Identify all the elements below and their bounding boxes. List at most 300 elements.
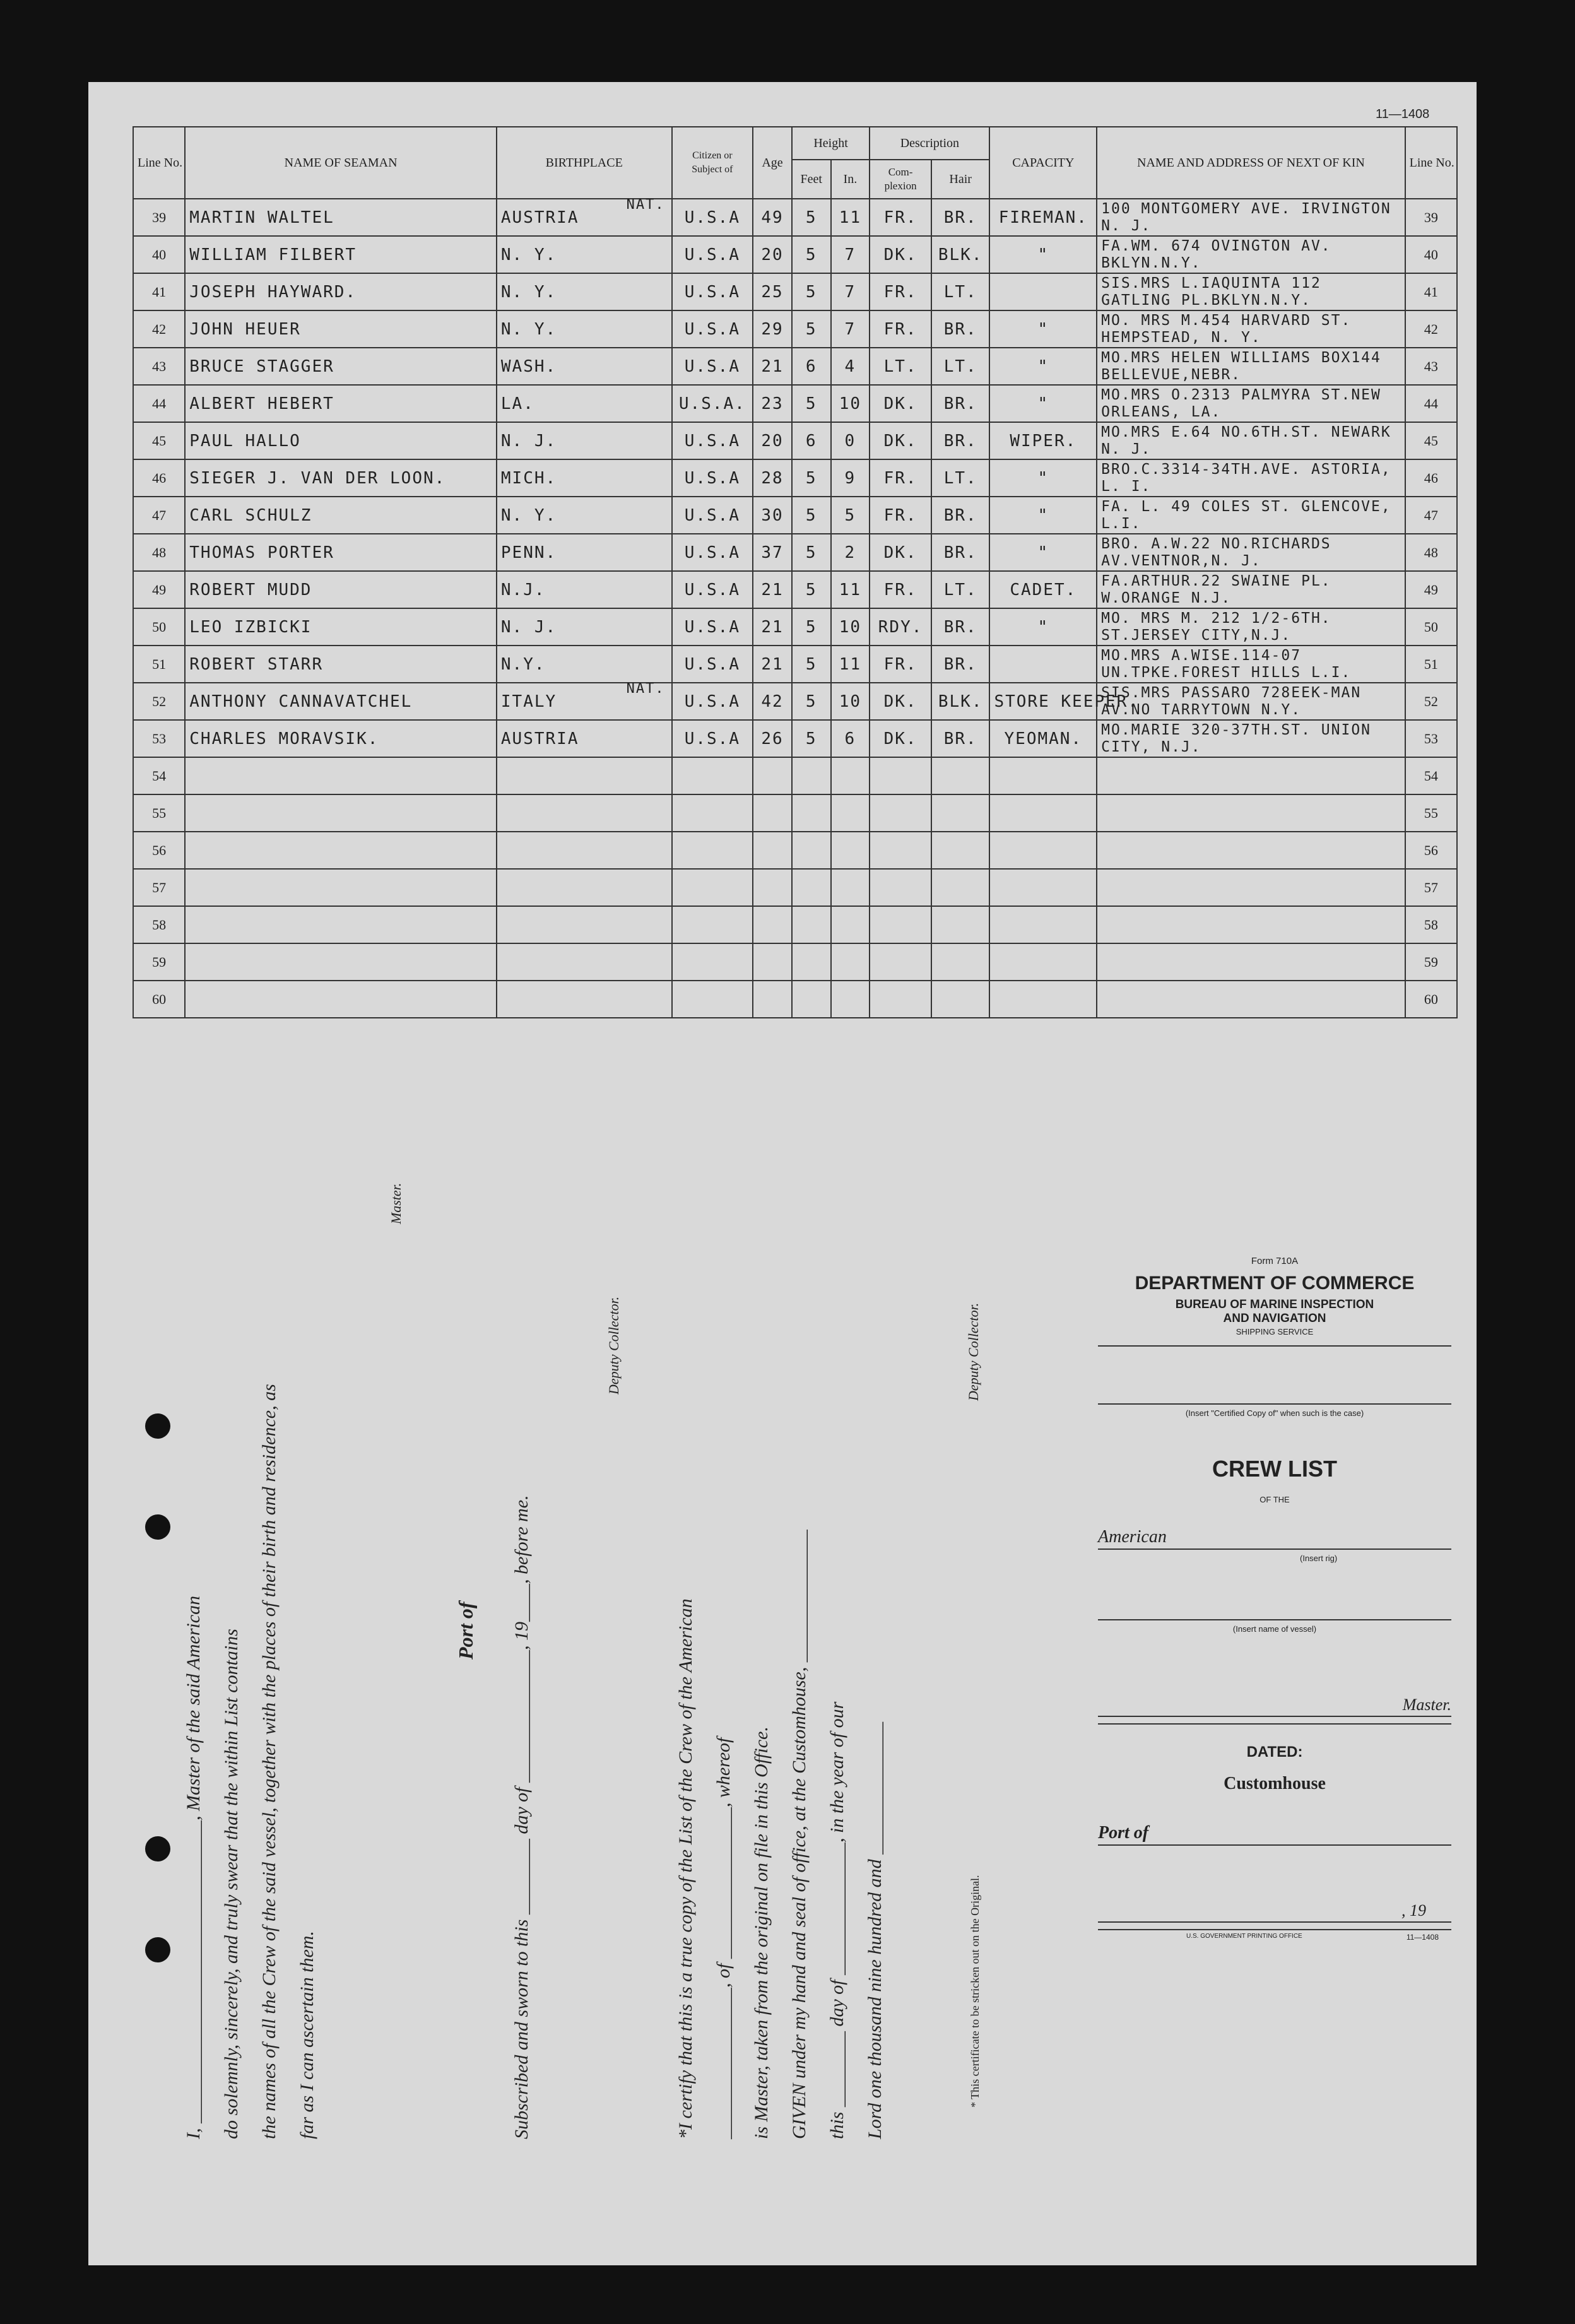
height-feet-text: 5 <box>805 692 817 711</box>
empty-cell <box>672 943 753 981</box>
hair-text: LT. <box>943 580 977 599</box>
next-of-kin <box>1097 273 1405 310</box>
height-feet-text: 5 <box>805 282 817 302</box>
empty-cell <box>792 832 831 869</box>
binder-hole <box>145 1413 170 1439</box>
height-feet-text: 5 <box>805 208 817 227</box>
next-of-kin-text: FA.WM. 674 OVINGTON AV. BKLYN.N.Y. <box>1101 237 1331 271</box>
age <box>753 608 792 646</box>
birthplace <box>497 720 672 757</box>
birthplace-text: N. Y. <box>500 319 557 339</box>
table-row <box>133 832 1457 869</box>
next-of-kin-text: MO. MRS M. 212 1/2-6TH. ST.JERSEY CITY,N.J. <box>1101 610 1331 644</box>
seaman-name-text: JOSEPH HAYWARD. <box>189 282 357 302</box>
age <box>753 385 792 422</box>
master-label: Master. <box>1402 1696 1451 1714</box>
age <box>753 459 792 497</box>
complexion <box>870 497 931 534</box>
row-line-no-text: 43 <box>152 358 167 374</box>
header-birthplace: BIRTHPLACE <box>497 127 672 199</box>
table-row <box>133 348 1457 385</box>
empty-cell <box>989 869 1097 906</box>
citizen-text: U.S.A <box>684 543 740 562</box>
age <box>753 646 792 683</box>
certify-footnote: * This certificate to be stricken out on the Original. <box>969 1875 981 2108</box>
next-of-kin <box>1097 348 1405 385</box>
row-line-no <box>133 273 185 310</box>
complexion-text: DK. <box>883 245 917 264</box>
empty-cell <box>792 906 831 943</box>
row-line-no: 54 <box>133 757 185 794</box>
header-citizen: Citizen or Subject of <box>672 127 753 199</box>
naturalized-mark: NAT. <box>626 681 665 697</box>
birthplace <box>497 459 672 497</box>
complexion <box>870 534 931 571</box>
vessel-name-field <box>1098 1594 1451 1620</box>
row-line-no <box>133 497 185 534</box>
row-line-no-right <box>1405 422 1457 459</box>
capacity-text: YEOMAN. <box>1004 729 1083 748</box>
table-row <box>133 459 1457 497</box>
hair-text: LT. <box>943 282 977 302</box>
next-of-kin <box>1097 310 1405 348</box>
empty-cell <box>753 794 792 832</box>
row-line-no-right: 58 <box>1405 906 1457 943</box>
empty-cell <box>931 906 990 943</box>
birthplace <box>497 199 672 236</box>
height-inches-text: 11 <box>839 654 862 674</box>
height-inches <box>831 273 870 310</box>
row-line-no-right-text: 42 <box>1424 321 1438 337</box>
height-inches <box>831 683 870 720</box>
table-row <box>133 385 1457 422</box>
complexion <box>870 571 931 608</box>
empty-cell <box>931 794 990 832</box>
row-line-no-right: 57 <box>1405 869 1457 906</box>
citizen <box>672 720 753 757</box>
hair-text: BR. <box>943 543 977 562</box>
height-feet <box>792 720 831 757</box>
capacity-text: CADET. <box>1010 580 1077 599</box>
hair <box>931 571 990 608</box>
table-row <box>133 534 1457 571</box>
row-line-no-text: 50 <box>152 618 167 635</box>
table-row <box>133 422 1457 459</box>
capacity <box>989 273 1097 310</box>
citizen <box>672 273 753 310</box>
height-inches <box>831 720 870 757</box>
complexion <box>870 646 931 683</box>
age <box>753 273 792 310</box>
row-line-no-right <box>1405 273 1457 310</box>
empty-cell <box>497 757 672 794</box>
height-inches <box>831 571 870 608</box>
empty-cell <box>831 869 870 906</box>
capacity-text: STORE KEEPER. <box>994 692 1139 711</box>
capacity <box>989 497 1097 534</box>
age-text: 21 <box>761 580 784 599</box>
birthplace-text: N.J. <box>500 580 546 599</box>
row-line-no <box>133 310 185 348</box>
height-inches <box>831 310 870 348</box>
seaman-name <box>185 199 497 236</box>
row-line-no-text: 39 <box>152 209 167 225</box>
capacity-text: " <box>1037 617 1049 637</box>
capacity <box>989 683 1139 720</box>
citizen-text: U.S.A <box>684 580 740 599</box>
hair-text: BR. <box>943 654 977 674</box>
hair-text: BR. <box>943 431 977 451</box>
seaman-name <box>185 348 497 385</box>
seaman-name-text: ROBERT STARR <box>189 654 324 674</box>
height-inches-text: 7 <box>844 282 856 302</box>
crew-table <box>133 126 1458 1018</box>
certify-line-3: is Master, taken from the original on file in this Office. <box>751 1726 772 2139</box>
header-age: Age <box>753 127 792 199</box>
hair <box>931 385 990 422</box>
capacity-text: " <box>1037 245 1049 264</box>
crew-table-body <box>133 199 1457 1018</box>
row-line-no <box>133 646 185 683</box>
row-line-no-text: 44 <box>152 395 167 411</box>
next-of-kin-text: FA. L. 49 COLES ST. GLENCOVE, L.I. <box>1101 498 1391 532</box>
capacity <box>989 534 1097 571</box>
height-feet-text: 6 <box>805 431 817 451</box>
certify-line-4: GIVEN under my hand and seal of office, at the Customhouse, ______________ <box>789 1530 810 2139</box>
age-text: 49 <box>761 208 784 227</box>
birthplace <box>497 646 672 683</box>
birthplace <box>497 348 672 385</box>
row-line-no-right <box>1405 348 1457 385</box>
complexion <box>870 720 931 757</box>
header-feet: Feet <box>792 160 831 199</box>
row-line-no-text: 53 <box>152 730 167 746</box>
height-feet <box>792 385 831 422</box>
birthplace-text: LA. <box>500 394 534 413</box>
hair <box>931 720 990 757</box>
age <box>753 199 792 236</box>
row-line-no-right-text: 41 <box>1424 283 1438 300</box>
complexion <box>870 385 931 422</box>
table-row <box>133 571 1457 608</box>
row-line-no-right-text: 51 <box>1424 656 1438 672</box>
empty-cell <box>792 869 831 906</box>
citizen <box>672 497 753 534</box>
next-of-kin-text: BRO.C.3314-34TH.AVE. ASTORIA, L. I. <box>1101 461 1391 495</box>
citizen <box>672 236 753 273</box>
seaman-name-text: CARL SCHULZ <box>189 505 312 525</box>
empty-cell <box>497 869 672 906</box>
complexion <box>870 348 931 385</box>
height-feet-text: 5 <box>805 468 817 488</box>
next-of-kin-text: SIS.MRS PASSARO 728EEK-MAN AV.NO TARRYTOWN N.Y. <box>1101 684 1362 718</box>
row-line-no-text: 45 <box>152 432 167 449</box>
next-of-kin-text: MO. MRS M.454 HARVARD ST. HEMPSTEAD, N. Y. <box>1101 312 1352 346</box>
citizen-text: U.S.A <box>684 319 740 339</box>
row-line-no-text: 47 <box>152 507 167 523</box>
age <box>753 348 792 385</box>
seaman-name <box>185 720 497 757</box>
height-feet-text: 5 <box>805 617 817 637</box>
next-of-kin <box>1097 497 1405 534</box>
cover-form-code: 11—1408 <box>1406 1933 1439 1942</box>
birthplace <box>497 497 672 534</box>
header-description: Description <box>870 127 989 160</box>
age-text: 42 <box>761 692 784 711</box>
oath-master-label: Master. <box>388 1183 404 1224</box>
capacity <box>989 310 1097 348</box>
height-inches <box>831 348 870 385</box>
age-text: 21 <box>761 654 784 674</box>
empty-cell <box>185 869 497 906</box>
row-line-no-right <box>1405 720 1457 757</box>
seaman-name-text: JOHN HEUER <box>189 319 301 339</box>
row-line-no-right <box>1405 683 1457 720</box>
crew-list-title: CREW LIST <box>1212 1456 1337 1482</box>
insert-rig-hint: (Insert rig) <box>1300 1554 1338 1563</box>
row-line-no <box>133 348 185 385</box>
table-row <box>133 757 1457 794</box>
table-row <box>133 981 1457 1018</box>
height-inches-text: 11 <box>839 208 862 227</box>
age <box>753 720 792 757</box>
empty-cell <box>185 757 497 794</box>
hair-text: LT. <box>943 468 977 488</box>
row-line-no-right: 59 <box>1405 943 1457 981</box>
complexion <box>870 459 931 497</box>
empty-cell <box>931 943 990 981</box>
birthplace-text: N. Y. <box>500 282 557 302</box>
next-of-kin <box>1097 385 1405 422</box>
next-of-kin <box>1097 199 1405 236</box>
complexion-text: FR. <box>883 468 917 488</box>
citizen-text: U.S.A <box>684 431 740 451</box>
seaman-name-text: THOMAS PORTER <box>189 543 334 562</box>
next-of-kin-text: FA.ARTHUR.22 SWAINE PL. W.ORANGE N.J. <box>1101 572 1331 606</box>
birthplace <box>497 608 672 646</box>
hair <box>931 683 990 720</box>
height-feet-text: 5 <box>805 394 817 413</box>
complexion-text: LT. <box>883 357 917 376</box>
complexion-text: FR. <box>883 319 917 339</box>
empty-cell <box>185 981 497 1018</box>
height-inches <box>831 534 870 571</box>
capacity <box>989 236 1097 273</box>
height-feet <box>792 646 831 683</box>
row-line-no-text: 40 <box>152 246 167 262</box>
age <box>753 571 792 608</box>
birthplace-text: N.Y. <box>500 654 546 674</box>
empty-cell <box>831 906 870 943</box>
seaman-name <box>185 608 497 646</box>
age-text: 23 <box>761 394 784 413</box>
row-line-no-right-text: 44 <box>1424 395 1438 411</box>
next-of-kin-text: MO.MRS O.2313 PALMYRA ST.NEW ORLEANS, LA. <box>1101 386 1381 420</box>
citizen <box>672 199 753 236</box>
height-inches <box>831 497 870 534</box>
citizen-text: U.S.A. <box>678 394 746 413</box>
table-row <box>133 199 1457 236</box>
table-row <box>133 906 1457 943</box>
row-line-no-right-text: 43 <box>1424 358 1438 374</box>
empty-cell <box>989 832 1097 869</box>
bureau-line-2: AND NAVIGATION <box>1223 1312 1326 1325</box>
height-feet-text: 5 <box>805 505 817 525</box>
citizen <box>672 348 753 385</box>
naturalized-mark: NAT. <box>626 197 665 213</box>
hair-text: BR. <box>943 319 977 339</box>
hair-text: BLK. <box>938 692 983 711</box>
empty-cell <box>753 757 792 794</box>
next-of-kin <box>1097 720 1405 757</box>
height-feet <box>792 683 831 720</box>
seaman-name <box>185 459 497 497</box>
empty-cell <box>753 832 792 869</box>
insert-certified-hint: (Insert "Certified Copy of" when such is the case) <box>1185 1408 1364 1418</box>
citizen <box>672 646 753 683</box>
empty-cell <box>497 832 672 869</box>
row-line-no <box>133 199 185 236</box>
next-of-kin <box>1097 534 1405 571</box>
empty-cell <box>870 832 931 869</box>
citizen-text: U.S.A <box>684 468 740 488</box>
height-inches <box>831 199 870 236</box>
row-line-no-text: 49 <box>152 581 167 598</box>
citizen-text: U.S.A <box>684 245 740 264</box>
height-feet <box>792 310 831 348</box>
empty-cell <box>870 943 931 981</box>
empty-cell <box>792 757 831 794</box>
empty-cell <box>672 869 753 906</box>
year-label: , 19 <box>1401 1901 1426 1920</box>
empty-cell <box>185 943 497 981</box>
citizen-text: U.S.A <box>684 654 740 674</box>
height-feet-text: 5 <box>805 729 817 748</box>
empty-cell <box>792 981 831 1018</box>
header-line-no: Line No. <box>133 127 185 199</box>
hair-text: BR. <box>943 505 977 525</box>
row-line-no-text: 51 <box>152 656 167 672</box>
citizen <box>672 422 753 459</box>
hair-text: LT. <box>943 357 977 376</box>
complexion-text: DK. <box>883 729 917 748</box>
height-inches-text: 7 <box>844 319 856 339</box>
age-text: 21 <box>761 357 784 376</box>
citizen-text: U.S.A <box>684 282 740 302</box>
seaman-name <box>185 236 497 273</box>
capacity <box>989 571 1097 608</box>
empty-cell <box>931 869 990 906</box>
empty-cell <box>831 757 870 794</box>
height-feet <box>792 497 831 534</box>
table-row <box>133 236 1457 273</box>
insert-vessel-hint: (Insert name of vessel) <box>1232 1624 1317 1634</box>
row-line-no <box>133 385 185 422</box>
citizen-text: U.S.A <box>684 692 740 711</box>
hair <box>931 422 990 459</box>
age-text: 29 <box>761 319 784 339</box>
row-line-no <box>133 608 185 646</box>
height-inches-text: 7 <box>844 245 856 264</box>
height-inches-text: 9 <box>844 468 856 488</box>
seaman-name <box>185 497 497 534</box>
row-line-no-right <box>1405 571 1457 608</box>
empty-cell <box>1097 794 1405 832</box>
empty-cell <box>497 943 672 981</box>
row-line-no-right <box>1405 459 1457 497</box>
oath-line-2: do solemnly, sincerely, and truly swear that the within List contains <box>221 1629 242 2139</box>
table-row <box>133 794 1457 832</box>
empty-cell <box>753 906 792 943</box>
row-line-no <box>133 571 185 608</box>
next-of-kin-text: 100 MONTGOMERY AVE. IRVINGTON N. J. <box>1101 200 1391 234</box>
row-line-no-right-text: 48 <box>1424 544 1438 560</box>
citizen <box>672 310 753 348</box>
seaman-name-text: BRUCE STAGGER <box>189 357 334 376</box>
birthplace-text: WASH. <box>500 357 557 376</box>
table-row <box>133 943 1457 981</box>
complexion-text: FR. <box>883 282 917 302</box>
empty-cell <box>185 832 497 869</box>
age-text: 20 <box>761 245 784 264</box>
row-line-no-right <box>1405 646 1457 683</box>
empty-cell <box>989 943 1097 981</box>
age-text: 20 <box>761 431 784 451</box>
birthplace <box>497 683 672 720</box>
row-line-no: 58 <box>133 906 185 943</box>
empty-cell <box>1097 757 1405 794</box>
birthplace-text: N. Y. <box>500 505 557 525</box>
port-of-label: Port of <box>1098 1823 1149 1843</box>
empty-cell <box>185 794 497 832</box>
hair <box>931 646 990 683</box>
capacity-text: " <box>1037 468 1049 488</box>
hair-text: BLK. <box>938 245 983 264</box>
age-text: 26 <box>761 729 784 748</box>
header-height: Height <box>792 127 870 160</box>
binder-hole <box>145 1937 170 1962</box>
capacity <box>989 646 1097 683</box>
hair <box>931 497 990 534</box>
birthplace <box>497 534 672 571</box>
citizen <box>672 534 753 571</box>
empty-cell <box>831 794 870 832</box>
row-line-no-right: 60 <box>1405 981 1457 1018</box>
empty-cell <box>1097 906 1405 943</box>
table-row <box>133 646 1457 683</box>
complexion <box>870 608 931 646</box>
citizen-text: U.S.A <box>684 505 740 525</box>
row-line-no <box>133 236 185 273</box>
birthplace-text: AUSTRIA <box>500 208 579 227</box>
seaman-name <box>185 273 497 310</box>
oath-subscribed: Subscribed and sworn to this ________ day of ______________, 19____, before me. <box>511 1495 532 2139</box>
empty-cell <box>672 906 753 943</box>
complexion-text: FR. <box>883 654 917 674</box>
height-feet <box>792 236 831 273</box>
row-line-no-right: 55 <box>1405 794 1457 832</box>
complexion-text: DK. <box>883 543 917 562</box>
row-line-no-right: 54 <box>1405 757 1457 794</box>
seaman-name-text: LEO IZBICKI <box>189 617 312 637</box>
birthplace <box>497 422 672 459</box>
binder-hole <box>145 1836 170 1861</box>
birthplace-text: N. Y. <box>500 245 557 264</box>
empty-cell <box>1097 832 1405 869</box>
header-inches: In. <box>831 160 870 199</box>
printer-label: U.S. GOVERNMENT PRINTING OFFICE <box>1186 1933 1302 1940</box>
empty-cell <box>672 794 753 832</box>
